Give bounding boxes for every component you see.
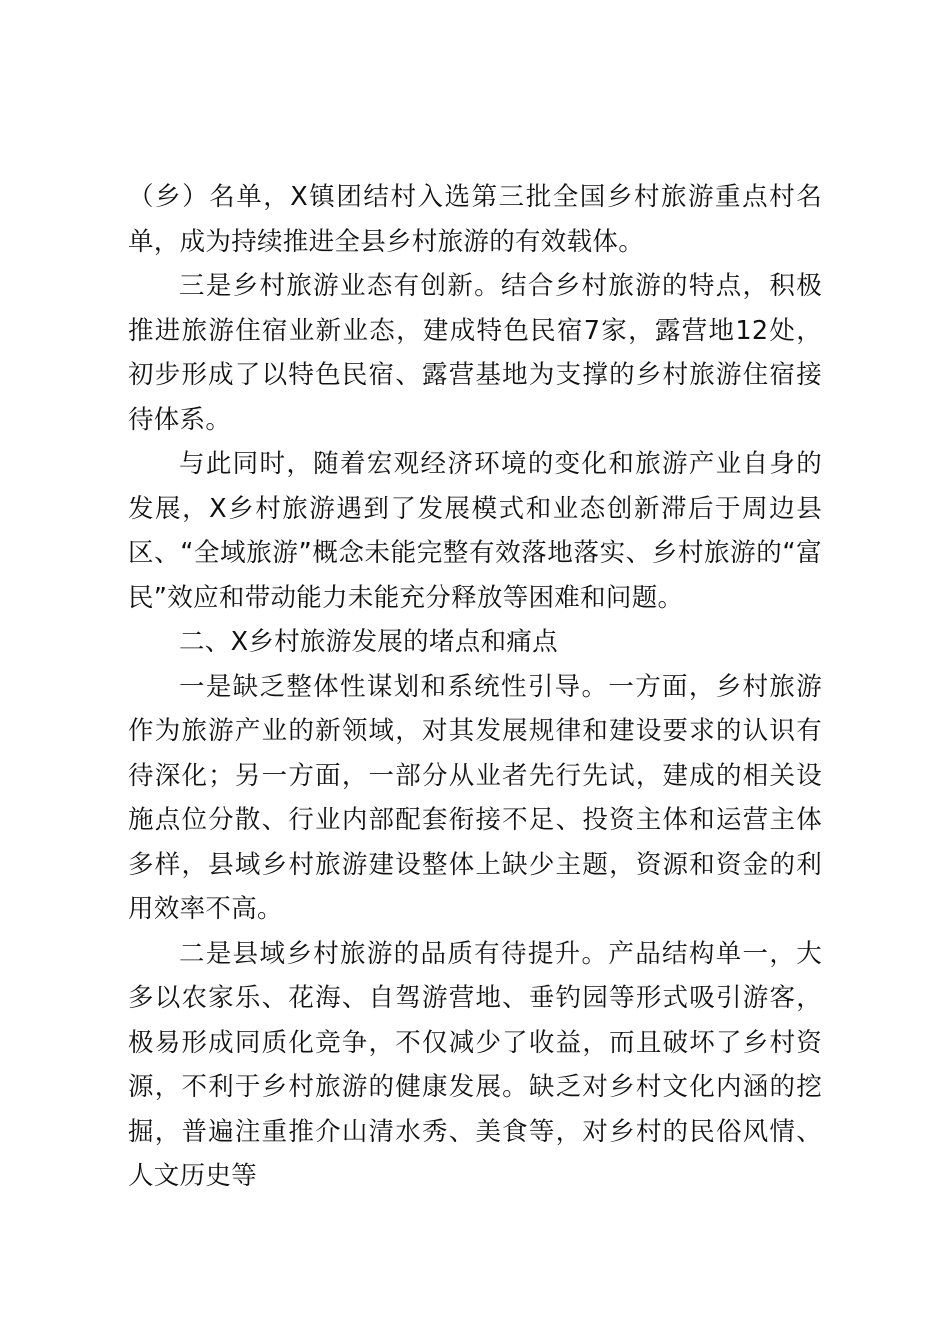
paragraph-continuation: （乡）名单，X镇团结村入选第三批全国乡村旅游重点村名单，成为持续推进全县乡村旅游的有效载体。 xyxy=(128,182,822,257)
paragraph-problems-overview: 与此同时，随着宏观经济环境的变化和旅游产业自身的发展，X乡村旅游遇到了发展模式和业态创新滞后于周边县区、“全域旅游”概念未能完整有效落地落实、乡村旅游的“富民”效应和带动能力未能充分释放等困难和问题。 xyxy=(128,449,822,613)
document-body xyxy=(128,175,822,1199)
section-heading: 二、X乡村旅游发展的堵点和痛点 xyxy=(179,627,558,657)
paragraph-lack-of-planning: 一是缺乏整体性谋划和系统性引导。一方面，乡村旅游作为旅游产业的新领域，对其发展规律和建设要求的认识有待深化；另一方面，一部分从业者先行先试，建成的相关设施点位分散、行业内部配套衔接不足、投资主体和运营主体多样，县域乡村旅游建设整体上缺少主题，资源和资金的利用效率不高。 xyxy=(128,671,822,924)
paragraph-quality-improvement: 二是县域乡村旅游的品质有待提升。产品结构单一，大多以农家乐、花海、自驾游营地、垂钓园等形式吸引游客，极易形成同质化竞争，不仅减少了收益，而且破坏了乡村资源，不利于乡村旅游的健康发展。缺乏对乡村文化内涵的挖掘，普遍注重推介山清水秀、美食等，对乡村的民俗风情、人文历史等 xyxy=(128,938,822,1191)
paragraph-accommodation-innovation: 三是乡村旅游业态有创新。结合乡村旅游的特点，积极推进旅游住宿业新业态，建成特色民宿7家，露营地12处，初步形成了以特色民宿、露营基地为支撑的乡村旅游住宿接待体系。 xyxy=(128,271,822,435)
